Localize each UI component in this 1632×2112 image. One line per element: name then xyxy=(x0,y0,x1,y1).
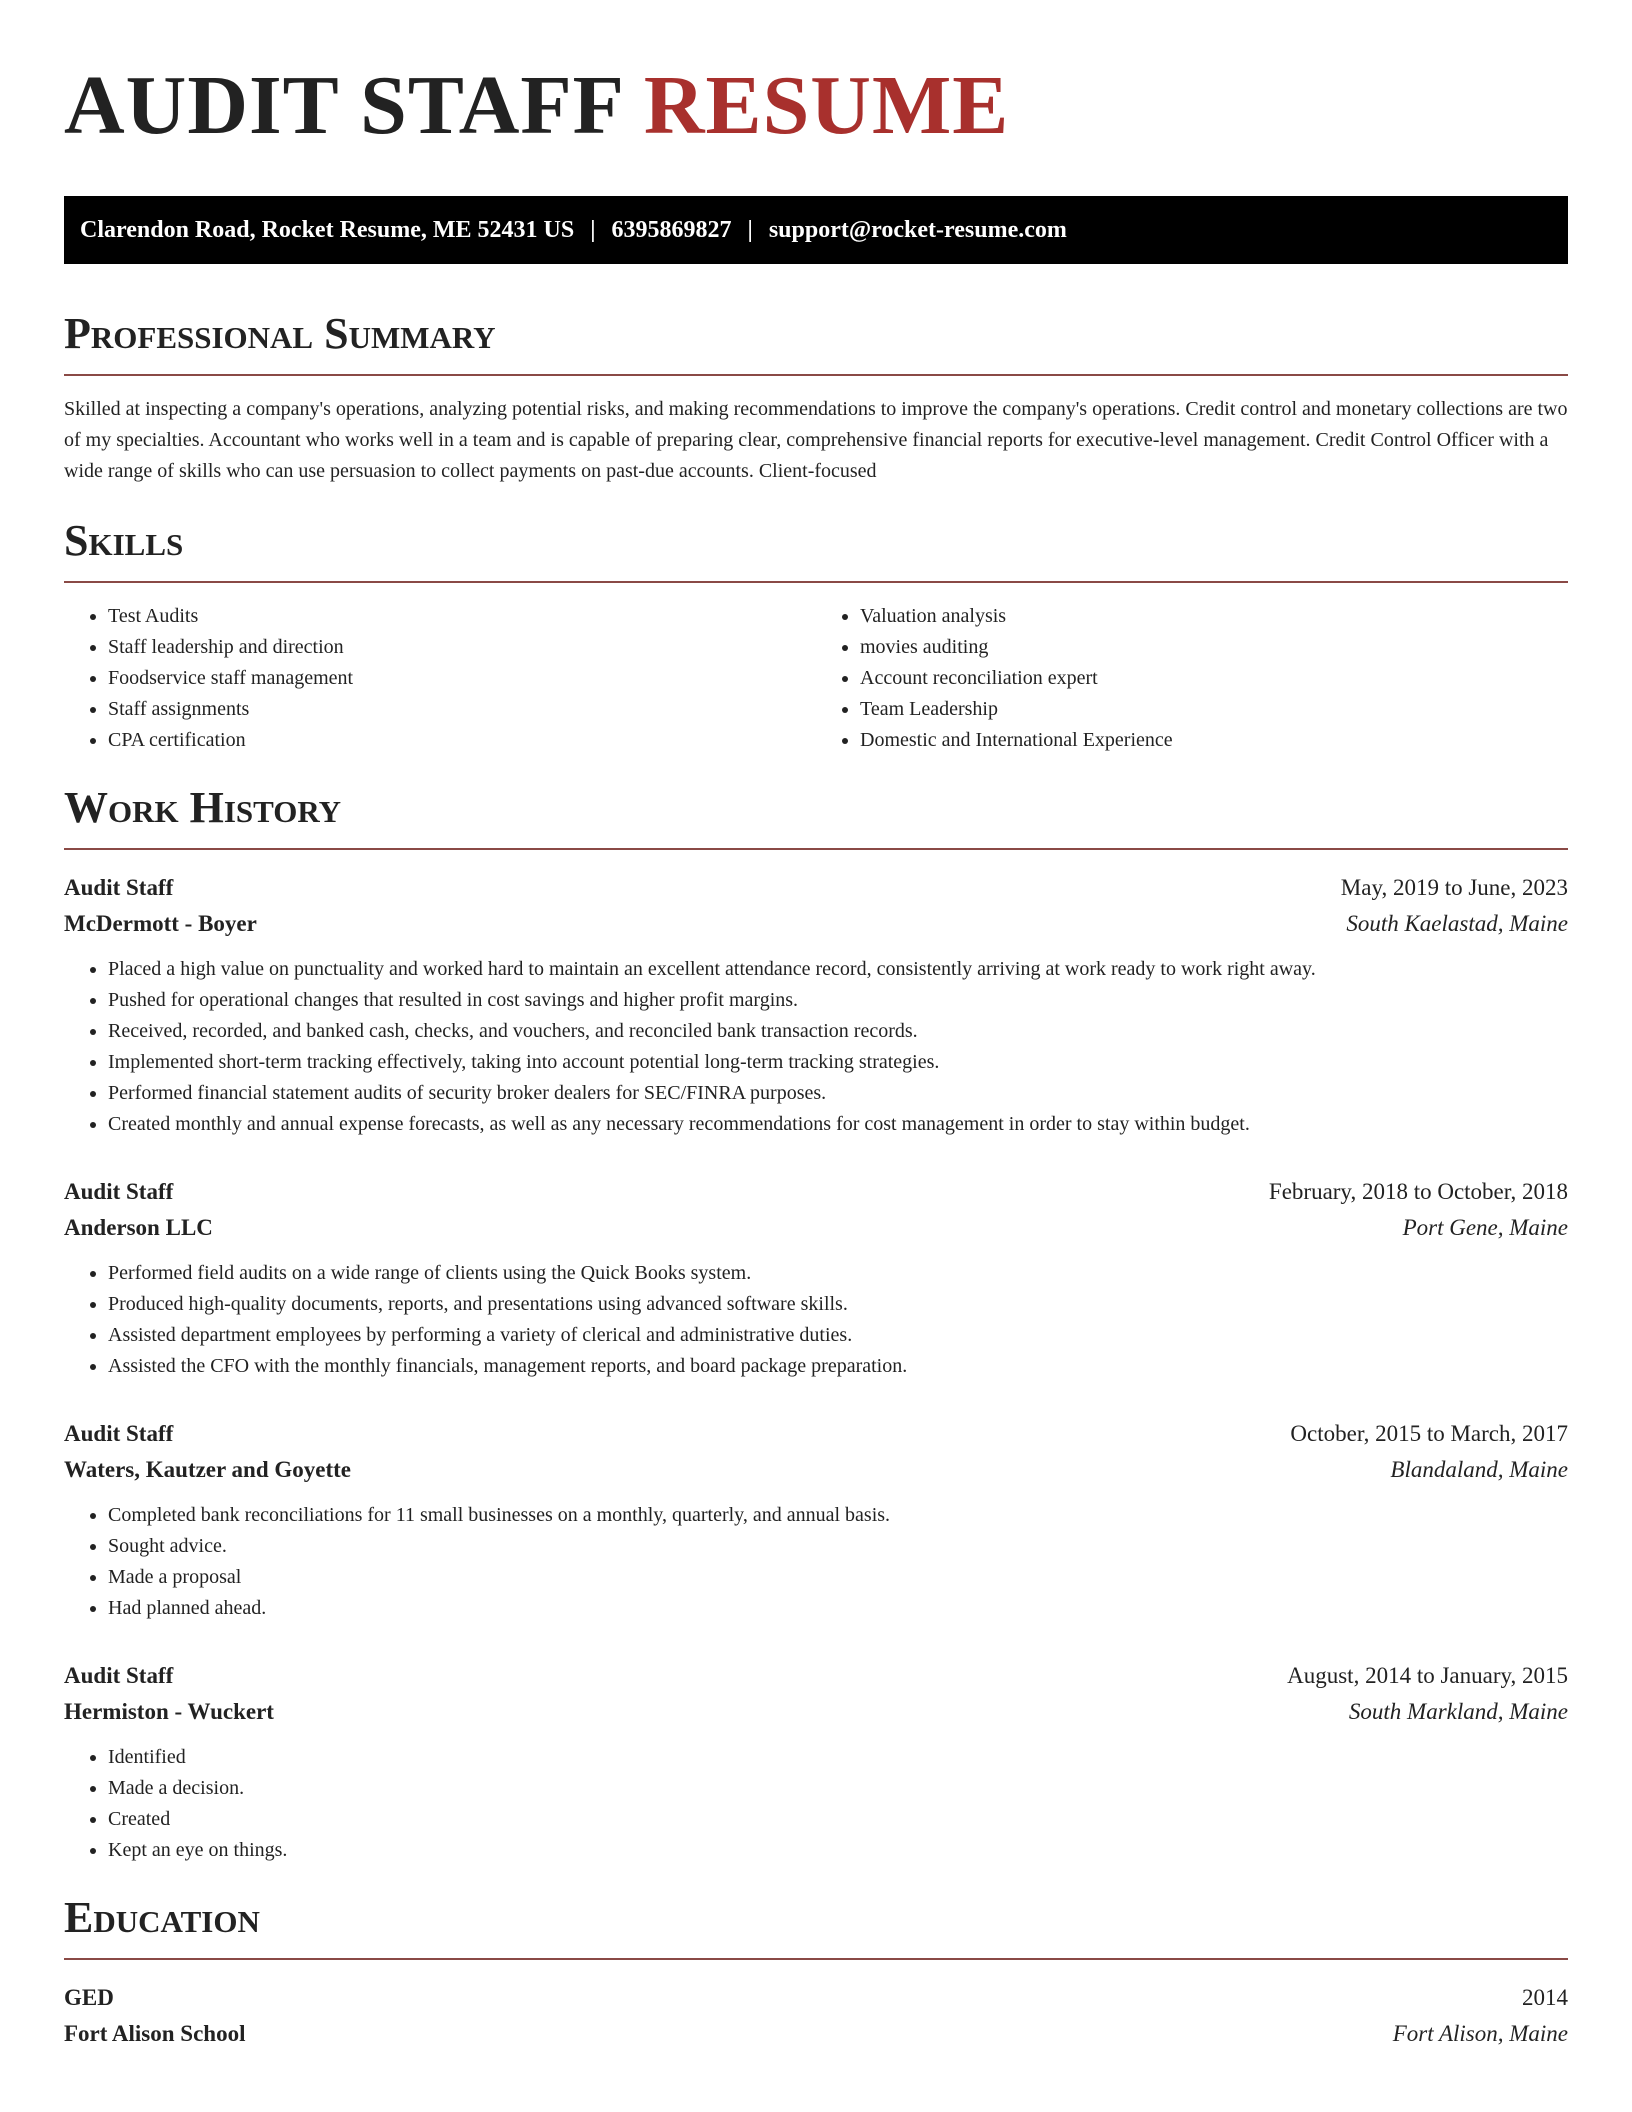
job-bullet: • Sought advice. xyxy=(108,1531,1568,1562)
section-divider xyxy=(64,581,1568,583)
contact-separator: | xyxy=(590,216,596,243)
education-school: Fort Alison School xyxy=(64,2021,246,2046)
job-title: Audit Staff xyxy=(64,875,174,900)
job-bullets xyxy=(64,1500,1568,1624)
contact-phone: 6395869827 xyxy=(611,216,732,243)
skill-item: • Staff leadership and direction xyxy=(108,632,816,663)
job-dates: October, 2015 to March, 2017 xyxy=(1290,1421,1568,1446)
education-heading: Education xyxy=(64,1893,260,1942)
contact-bar xyxy=(64,196,1568,264)
skills-heading: Skills xyxy=(64,516,184,565)
skill-item: • Account reconciliation expert xyxy=(860,663,1568,694)
job-company: McDermott - Boyer xyxy=(64,911,257,936)
skill-item: • Test Audits xyxy=(108,601,816,632)
skill-item: • Team Leadership xyxy=(860,694,1568,725)
job-entry xyxy=(64,870,1568,1140)
job-entry xyxy=(64,1416,1568,1624)
job-title: Audit Staff xyxy=(64,1179,174,1204)
job-bullet: • Performed field audits on a wide range of clients using the Quick Books system. xyxy=(108,1258,1568,1289)
job-location: South Markland, Maine xyxy=(1348,1699,1568,1724)
job-bullet: • Kept an eye on things. xyxy=(108,1835,1568,1866)
job-bullet: • Had planned ahead. xyxy=(108,1593,1568,1624)
resume-title xyxy=(64,0,1568,154)
title-accent: RESUME xyxy=(643,59,1010,152)
education-year: 2014 xyxy=(1522,1985,1568,2010)
skill-item: • CPA certification xyxy=(108,725,816,756)
job-location: Blandaland, Maine xyxy=(1390,1457,1568,1482)
job-bullet: • Created monthly and annual expense forecasts, as well as any necessary recommendations for cost management in order to stay within budget. xyxy=(108,1109,1568,1140)
job-bullet: • Produced high-quality documents, reports, and presentations using advanced software skills. xyxy=(108,1289,1568,1320)
skill-item: • Staff assignments xyxy=(108,694,816,725)
summary-text: Skilled at inspecting a company's operations, analyzing potential risks, and making recommendations to improve the company's operations. Credit control and monetary collections are two of my specialties. Accountant who works well in a team and is capable of preparing clear, comprehensive financial reports for executive-level management. Credit Control Officer with a wide range of skills who can use persuasion to collect payments on past-due accounts. Client-focused xyxy=(64,398,1568,482)
skills-list xyxy=(64,601,1568,756)
job-dates: May, 2019 to June, 2023 xyxy=(1340,875,1568,900)
job-bullets xyxy=(64,954,1568,1140)
job-bullet: • Assisted department employees by performing a variety of clerical and administrative duties. xyxy=(108,1320,1568,1351)
summary-heading: Professional Summary xyxy=(64,309,496,358)
skill-item: • Domestic and International Experience xyxy=(860,725,1568,756)
education-location: Fort Alison, Maine xyxy=(1392,2021,1568,2046)
job-title: Audit Staff xyxy=(64,1663,174,1688)
job-entry xyxy=(64,1658,1568,1866)
work-history-heading: Work History xyxy=(64,783,342,832)
title-main: AUDIT STAFF xyxy=(64,59,622,152)
job-bullet: • Received, recorded, and banked cash, checks, and vouchers, and reconciled bank transaction records. xyxy=(108,1016,1568,1047)
job-bullet: • Made a decision. xyxy=(108,1773,1568,1804)
job-bullet: • Completed bank reconciliations for 11 small businesses on a monthly, quarterly, and annual basis. xyxy=(108,1500,1568,1531)
skill-item: • movies auditing xyxy=(860,632,1568,663)
job-bullets xyxy=(64,1258,1568,1382)
education-degree: GED xyxy=(64,1985,114,2010)
job-location: South Kaelastad, Maine xyxy=(1346,911,1568,936)
job-bullet: • Assisted the CFO with the monthly financials, management reports, and board package preparation. xyxy=(108,1351,1568,1382)
contact-email: support@rocket-resume.com xyxy=(768,216,1067,243)
job-dates: August, 2014 to January, 2015 xyxy=(1287,1663,1568,1688)
job-bullet: • Identified xyxy=(108,1742,1568,1773)
section-divider xyxy=(64,848,1568,850)
skill-item: • Foodservice staff management xyxy=(108,663,816,694)
education-entry xyxy=(64,1980,1568,2052)
skills-column-left xyxy=(64,601,816,756)
job-company: Hermiston - Wuckert xyxy=(64,1699,274,1724)
job-bullet: • Performed financial statement audits of security broker dealers for SEC/FINRA purposes. xyxy=(108,1078,1568,1109)
section-divider xyxy=(64,374,1568,376)
job-bullet: • Pushed for operational changes that resulted in cost savings and higher profit margins. xyxy=(108,985,1568,1016)
contact-separator: | xyxy=(747,216,753,243)
section-divider xyxy=(64,1958,1568,1960)
skills-column-right xyxy=(816,601,1568,756)
job-bullet: • Placed a high value on punctuality and worked hard to maintain an excellent attendance record, consistently arriving at work ready to work right away. xyxy=(108,954,1568,985)
contact-address: Clarendon Road, Rocket Resume, ME 52431 US xyxy=(80,216,575,243)
job-company: Anderson LLC xyxy=(64,1215,213,1240)
job-title: Audit Staff xyxy=(64,1421,174,1446)
job-bullet: • Implemented short-term tracking effectively, taking into account potential long-term tracking strategies. xyxy=(108,1047,1568,1078)
job-dates: February, 2018 to October, 2018 xyxy=(1268,1179,1568,1204)
job-bullet: • Made a proposal xyxy=(108,1562,1568,1593)
skill-item: • Valuation analysis xyxy=(860,601,1568,632)
job-company: Waters, Kautzer and Goyette xyxy=(64,1457,352,1482)
job-entry xyxy=(64,1174,1568,1382)
job-location: Port Gene, Maine xyxy=(1402,1215,1568,1240)
job-bullet: • Created xyxy=(108,1804,1568,1835)
job-bullets xyxy=(64,1742,1568,1866)
